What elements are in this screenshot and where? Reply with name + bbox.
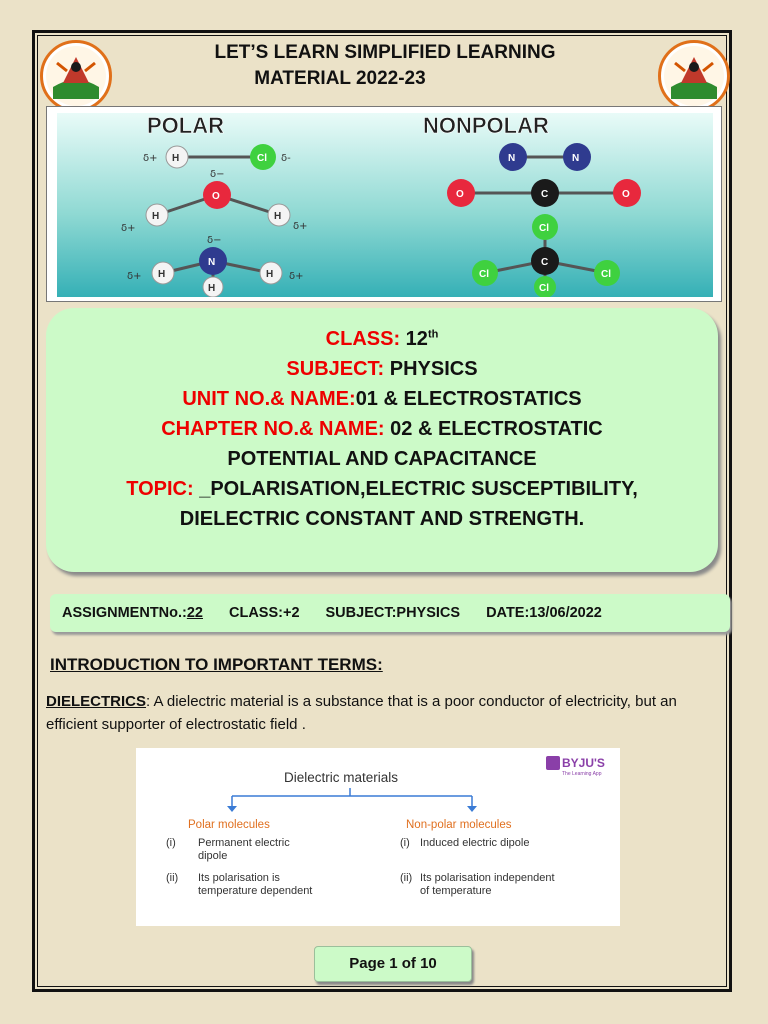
intro-heading: INTRODUCTION TO IMPORTANT TERMS: [50,655,383,674]
unit-value: 01 & ELECTROSTATICS [355,388,582,410]
atom-cl2: Cl [539,223,549,234]
polar-item-1: Permanent electric [198,837,290,849]
assignment-no-value: 22 [186,605,203,621]
polar-item-2: Its polarisation is [198,872,280,884]
charge-label: δ− [210,169,225,180]
assignment-no-label: ASSIGNMENTNo.: [62,605,187,621]
atom-n2: N [508,153,516,164]
charge-label: δ+ [127,271,142,282]
school-logo-right [658,40,730,112]
class-sup: th [427,328,439,341]
chapter-row [46,414,718,444]
chapter-label: CHAPTER NO.& NAME: [161,418,385,440]
nonpolar-item-2-cont: of temperature [420,885,492,897]
subject-label: SUBJECT: [286,358,385,380]
nonpolar-item-2-num: (ii) [400,872,413,884]
lesson-info-box [46,308,718,572]
nonpolar-item-2: Its polarisation independent [420,872,555,884]
subject-row [46,354,718,384]
chapter-value-2: POTENTIAL AND CAPACITANCE [227,448,537,470]
charge-label: δ+ [289,271,304,282]
assignment-class: CLASS:+2 [229,605,300,621]
nonpolar-item-1: Induced electric dipole [420,837,530,849]
polar-molecules-heading: Polar molecules [188,819,270,831]
atom-n1: N [208,257,216,268]
nonpolar-molecules-heading: Non-polar molecules [406,819,512,831]
class-value: 12 [400,328,428,350]
header-line-2: MATERIAL 2022-23 [254,68,426,89]
diagram-title: Dielectric materials [284,770,399,785]
polar-item-2-num: (ii) [166,872,179,884]
atom-h1: H [172,153,180,164]
atom-h2: H [152,211,160,222]
page-number: Page 1 of 10 [314,946,472,982]
polar-nonpolar-banner [46,106,722,302]
brand-tagline: The Learning App [562,771,602,777]
subject-value: PHYSICS [384,358,478,380]
topic-row-2 [46,504,718,534]
atom-cl1: Cl [257,153,267,164]
nonpolar-title: NONPOLAR [423,113,549,138]
dielectric-materials-diagram [136,748,620,926]
brand-name: BYJU'S [562,756,605,770]
arrow-down-icon [467,806,477,812]
molecule-illustration [57,113,713,297]
topic-row [46,474,718,504]
unit-row [46,384,718,414]
atom-o1: O [212,191,220,202]
atom-h3: H [274,211,282,222]
dielectrics-paragraph [46,690,716,736]
atom-n3: N [572,153,580,164]
charge-label: δ+ [293,221,308,232]
polar-item-2-cont: temperature dependent [198,885,313,897]
polar-title: POLAR [147,113,224,138]
dielectrics-definition: : A dielectric material is a substance that is a poor conductor of electricity, but an efficient supporter of electrostatic field . [46,693,677,733]
topic-value: _POLARISATION,ELECTRIC SUSCEPTIBILITY, [193,478,638,500]
arrow-down-icon [227,806,237,812]
chapter-value: 02 & ELECTROSTATIC [384,418,603,440]
charge-label: δ− [207,235,222,246]
charge-label: δ+ [143,153,158,164]
dielectrics-term: DIELECTRICS [46,693,147,710]
atom-o3: O [622,189,630,200]
header-line-1: LET’S LEARN SIMPLIFIED LEARNING [214,42,556,63]
chapter-row-2 [46,444,718,474]
class-label: CLASS: [325,328,401,350]
class-row [46,324,718,354]
assignment-bar [50,594,730,632]
atom-cl4: Cl [601,269,611,280]
byjus-logo-icon [546,756,560,770]
school-logo-left [40,40,112,112]
unit-label: UNIT NO.& NAME: [182,388,356,410]
topic-label: TOPIC: [126,478,194,500]
atom-h5: H [266,269,274,280]
topic-value-2: DIELECTRIC CONSTANT AND STRENGTH. [179,508,585,530]
assignment-date: DATE:13/06/2022 [486,605,602,621]
page-header [120,40,650,92]
atom-h6: H [208,283,216,294]
polar-item-1-num: (i) [166,837,176,849]
atom-c1: C [541,189,549,200]
assignment-number [62,605,203,621]
atom-cl3: Cl [479,269,489,280]
atom-c2: C [541,257,549,268]
assignment-subject: SUBJECT:PHYSICS [325,605,461,621]
atom-h4: H [158,269,166,280]
charge-label: δ- [281,153,291,164]
atom-cl5: Cl [539,283,549,294]
polar-item-1-cont: dipole [198,850,228,862]
nonpolar-item-1-num: (i) [400,837,410,849]
atom-o2: O [456,189,464,200]
charge-label: δ+ [121,223,136,234]
